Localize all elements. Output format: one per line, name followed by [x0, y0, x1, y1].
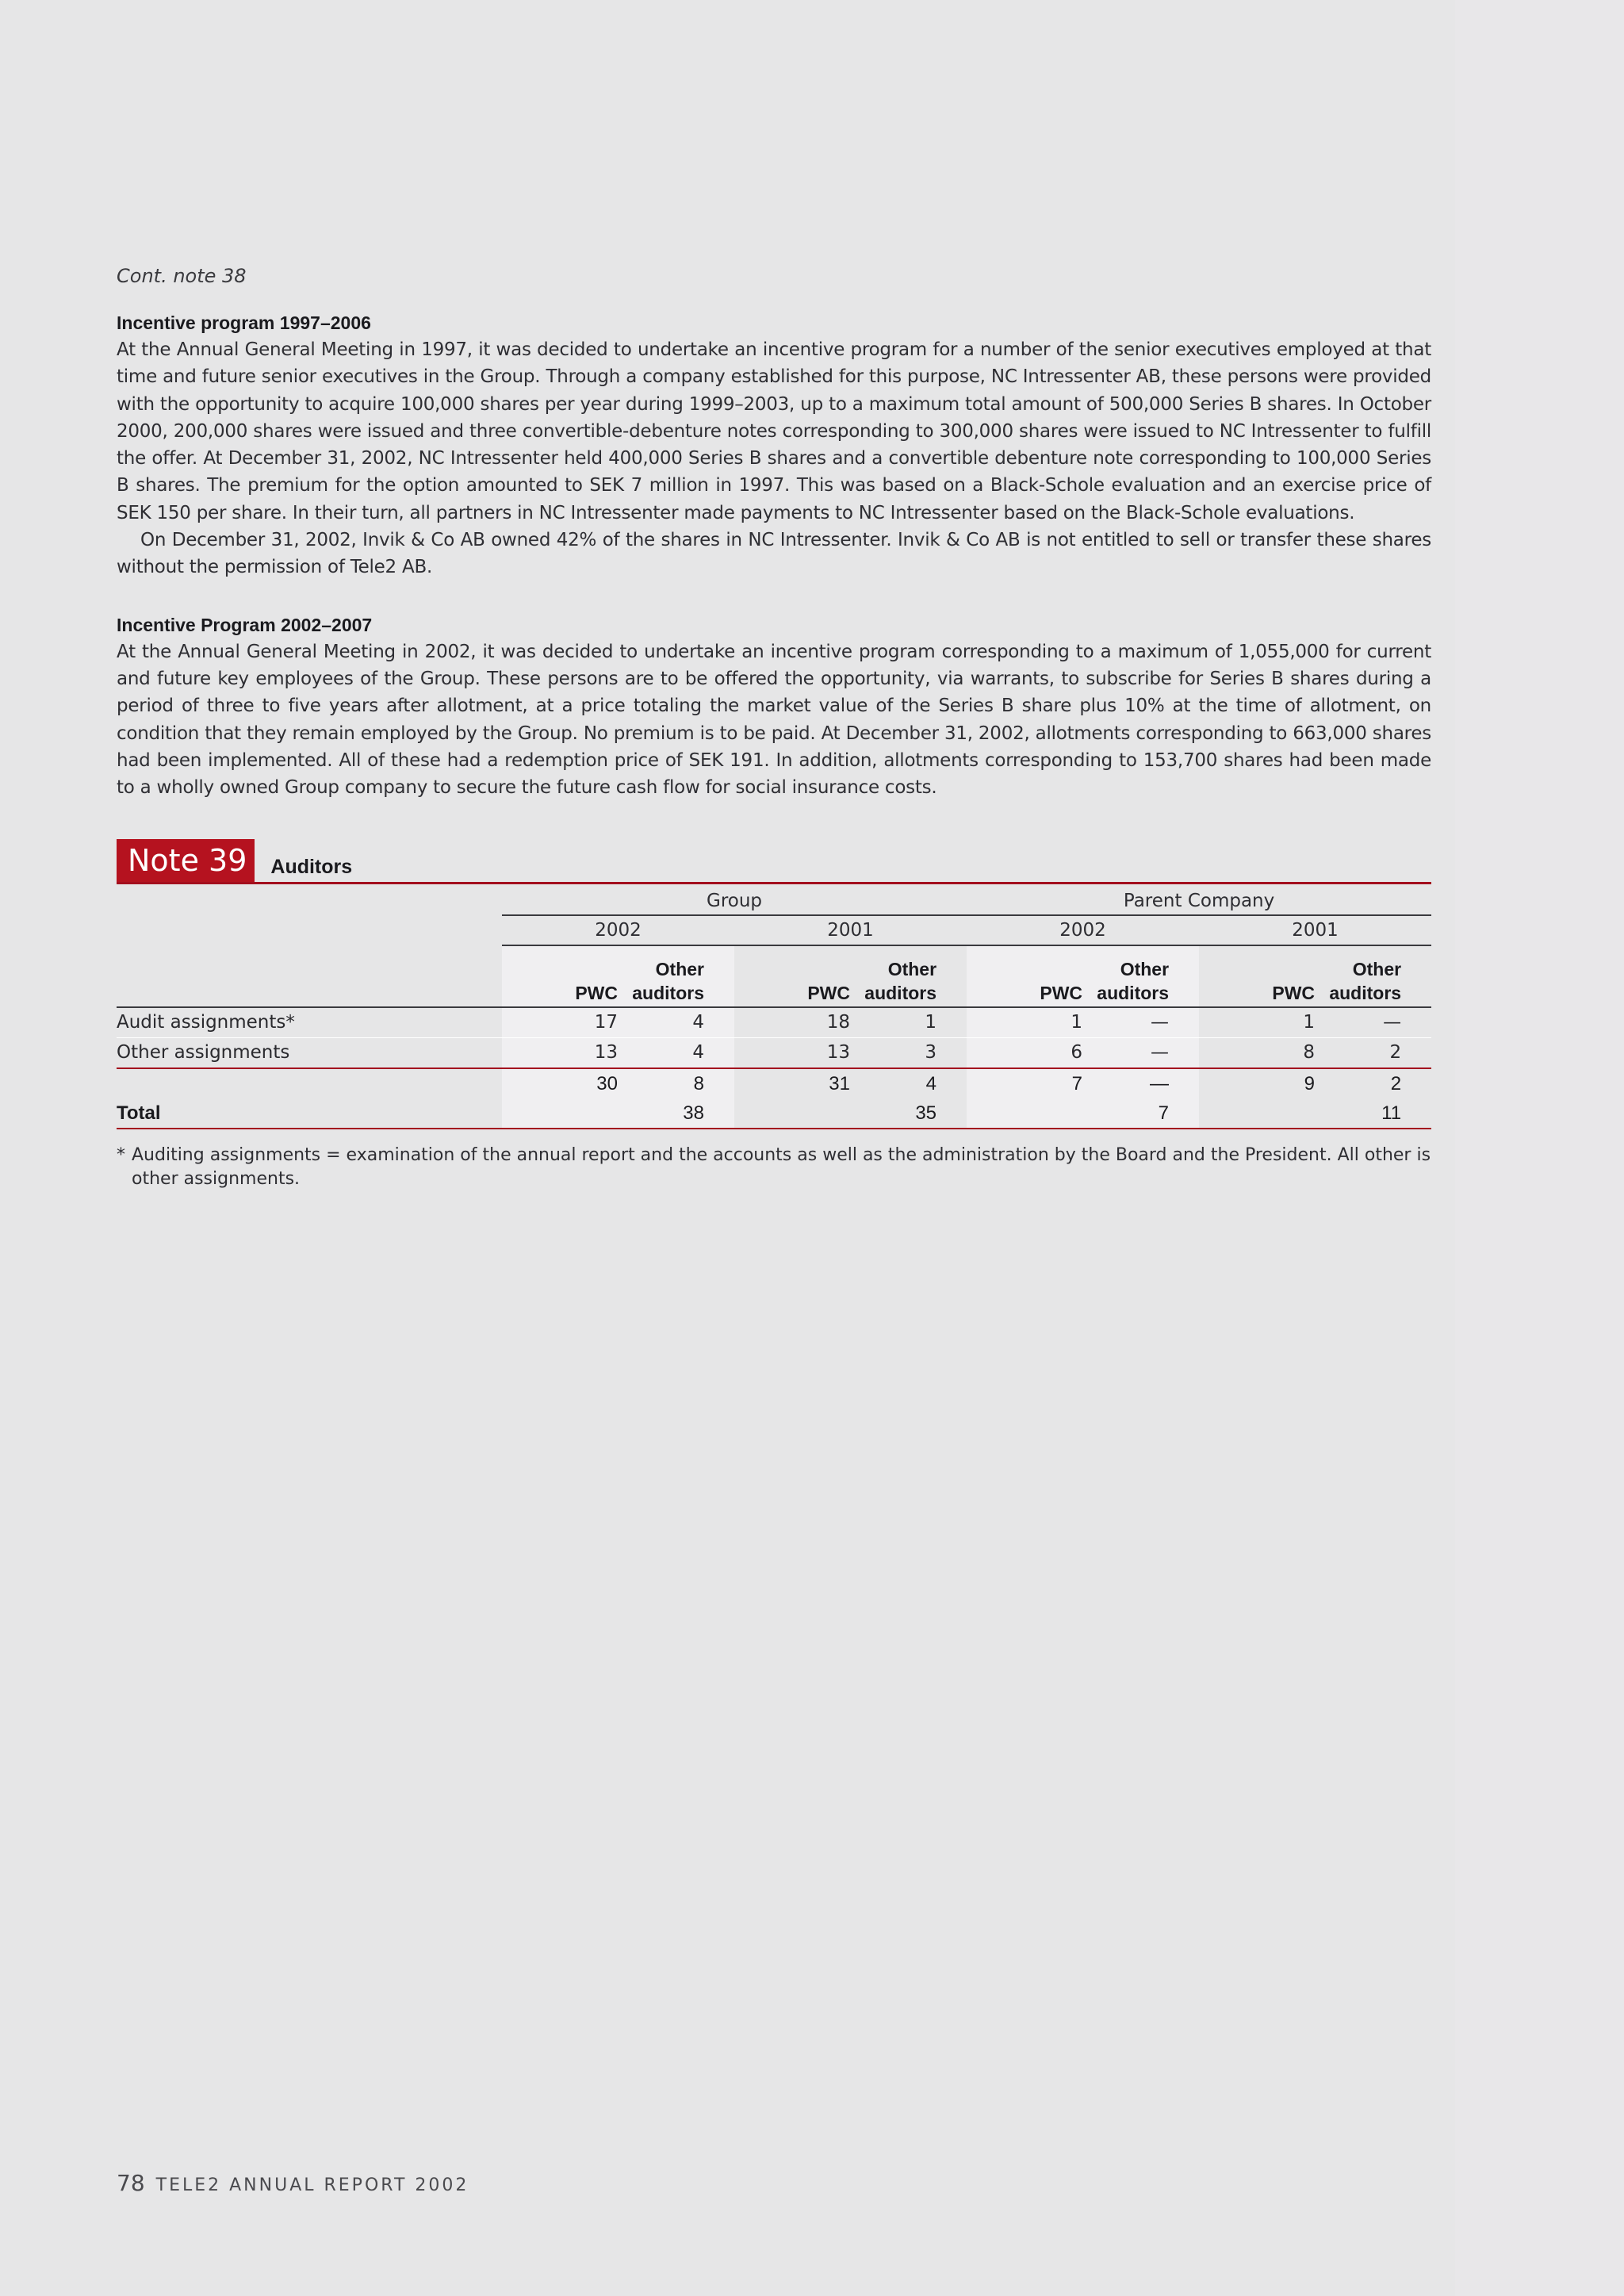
row-label: Other assignments: [117, 1038, 502, 1069]
table-cell: 8: [1199, 1038, 1315, 1069]
total-label: Total: [117, 1098, 502, 1129]
table-cell: 1: [850, 1007, 967, 1038]
other-auditors-column-header: Other auditors: [1315, 945, 1431, 1007]
page-edge: [1455, 0, 1624, 2296]
subtotal-cell: 31: [829, 1073, 850, 1095]
table-cell: —: [1082, 1038, 1199, 1069]
continued-note-label: Cont. note 38: [117, 265, 247, 287]
table-cell: 13: [734, 1038, 850, 1069]
footnote-text: Auditing assignments = examination of the annual report and the accounts as well as the administration by the Board and the President. All other is other assignments.: [132, 1145, 1431, 1190]
subtotal-cell: 7: [967, 1068, 1082, 1098]
page-footer: [117, 2170, 469, 2196]
table-cell: 2: [1315, 1038, 1431, 1069]
report-title: TELE2 ANNUAL REPORT 2002: [155, 2175, 469, 2195]
table-cell: 1: [1199, 1007, 1315, 1038]
subtotal-cell: 9: [1304, 1073, 1316, 1095]
section-title-incentive-1997: Incentive program 1997–2006: [117, 312, 371, 333]
table-cell: 4: [618, 1038, 734, 1069]
section-paragraph: On December 31, 2002, Invik & Co AB owned 42% of the shares in NC Intressenter. Invik & Co AB is not entitled to sell or transfer these shares without the permission of Tele2 AB.: [117, 530, 1431, 578]
table-cell: 13: [502, 1038, 618, 1069]
pwc-column-header: PWC: [502, 945, 618, 1007]
column-header-row: [117, 945, 1431, 1007]
table-cell: —: [1315, 1007, 1431, 1038]
total-cell: 7: [1082, 1098, 1199, 1129]
year-header: 2001: [734, 915, 967, 945]
table-cell: 6: [967, 1038, 1082, 1069]
section-paragraph: At the Annual General Meeting in 2002, it was decided to undertake an incentive program corresponding to a maximum of 1,055,000 for current and future key employees of the Group. These persons are to be offered the opportunity, via warrants, to subscribe for Series B shares during a period of three to five years after allotment, at a price totaling the market value of the Series B share plus 10% at the time of allotment, on condition that they remain employed by the Group. No premium is to be paid. At December 31, 2002, allotments corresponding to 663,000 shares had been implemented. All of these had a redemption price of SEK 191. In addition, allotments corresponding to 153,700 shares had been made to a wholly owned Group company to secure the future cash flow for social insurance costs.: [117, 641, 1431, 799]
note-title: Auditors: [270, 856, 353, 879]
section-title-incentive-2002: Incentive Program 2002–2007: [117, 614, 373, 635]
footnote-mark: *: [117, 1145, 125, 1166]
other-auditors-column-header: Other auditors: [850, 945, 967, 1007]
note-header: [117, 839, 1431, 884]
total-cell: 35: [850, 1098, 967, 1129]
subtotal-cell: 30: [502, 1068, 618, 1098]
table-cell: 17: [502, 1007, 618, 1038]
table-cell: 18: [734, 1007, 850, 1038]
total-row: [117, 1098, 1431, 1129]
table-row: [117, 1007, 1431, 1038]
page-number: 78: [117, 2170, 145, 2196]
table-row: [117, 1038, 1431, 1069]
subtotal-cell: —: [1082, 1068, 1199, 1098]
document-page: [117, 263, 1431, 1191]
row-label: Audit assignments*: [117, 1007, 502, 1038]
year-header-row: [117, 915, 1431, 945]
note-number-badge: Note 39: [117, 839, 255, 882]
table-cell: 4: [618, 1007, 734, 1038]
subtotal-cell: 4: [925, 1073, 937, 1095]
other-auditors-column-header: Other auditors: [618, 945, 734, 1007]
parent-company-header: Parent Company: [967, 887, 1431, 915]
total-cell: 38: [618, 1098, 734, 1129]
subtotal-cell: 2: [1390, 1073, 1402, 1095]
subtotal-cell: 8: [618, 1068, 734, 1098]
pwc-column-header: PWC: [734, 945, 850, 1007]
table-cell: 3: [850, 1038, 967, 1069]
table-footnote: [117, 1144, 1431, 1191]
year-header: 2002: [967, 915, 1199, 945]
section-paragraph: At the Annual General Meeting in 1997, it was decided to undertake an incentive program for a number of the senior executives employed at that time and future senior executives in the Group. Through a company established for this purpose, NC Intressenter AB, these persons were provided with the opportunity to acquire 100,000 shares per year during 1999–2003, up to a maximum total amount of 500,000 Series B shares. In October 2000, 200,000 shares were issued and three convertible-debenture notes corresponding to 300,000 shares were issued to NC Intressenter to fulfill the offer. At December 31, 2002, NC Intressenter held 400,000 Series B shares and a convertible debenture note corresponding to 100,000 Series B shares. The premium for the option amounted to SEK 7 million in 1997. This was based on a Black-Schole evaluation and an exercise price of SEK 150 per share. In their turn, all partners in NC Intressenter made payments to NC Intressenter based on the Black-Schole evaluations.: [117, 339, 1431, 523]
table-cell: 1: [967, 1007, 1082, 1038]
pwc-column-header: PWC: [1199, 945, 1315, 1007]
subtotal-row: [117, 1068, 1431, 1098]
pwc-column-header: PWC: [967, 945, 1082, 1007]
year-header: 2001: [1199, 915, 1431, 945]
group-header: Group: [502, 887, 967, 915]
other-auditors-column-header: Other auditors: [1082, 945, 1199, 1007]
table-cell: —: [1082, 1007, 1199, 1038]
total-cell: 11: [1315, 1098, 1431, 1129]
auditors-table: [117, 887, 1431, 1129]
group-header-row: [117, 887, 1431, 915]
year-header: 2002: [502, 915, 734, 945]
